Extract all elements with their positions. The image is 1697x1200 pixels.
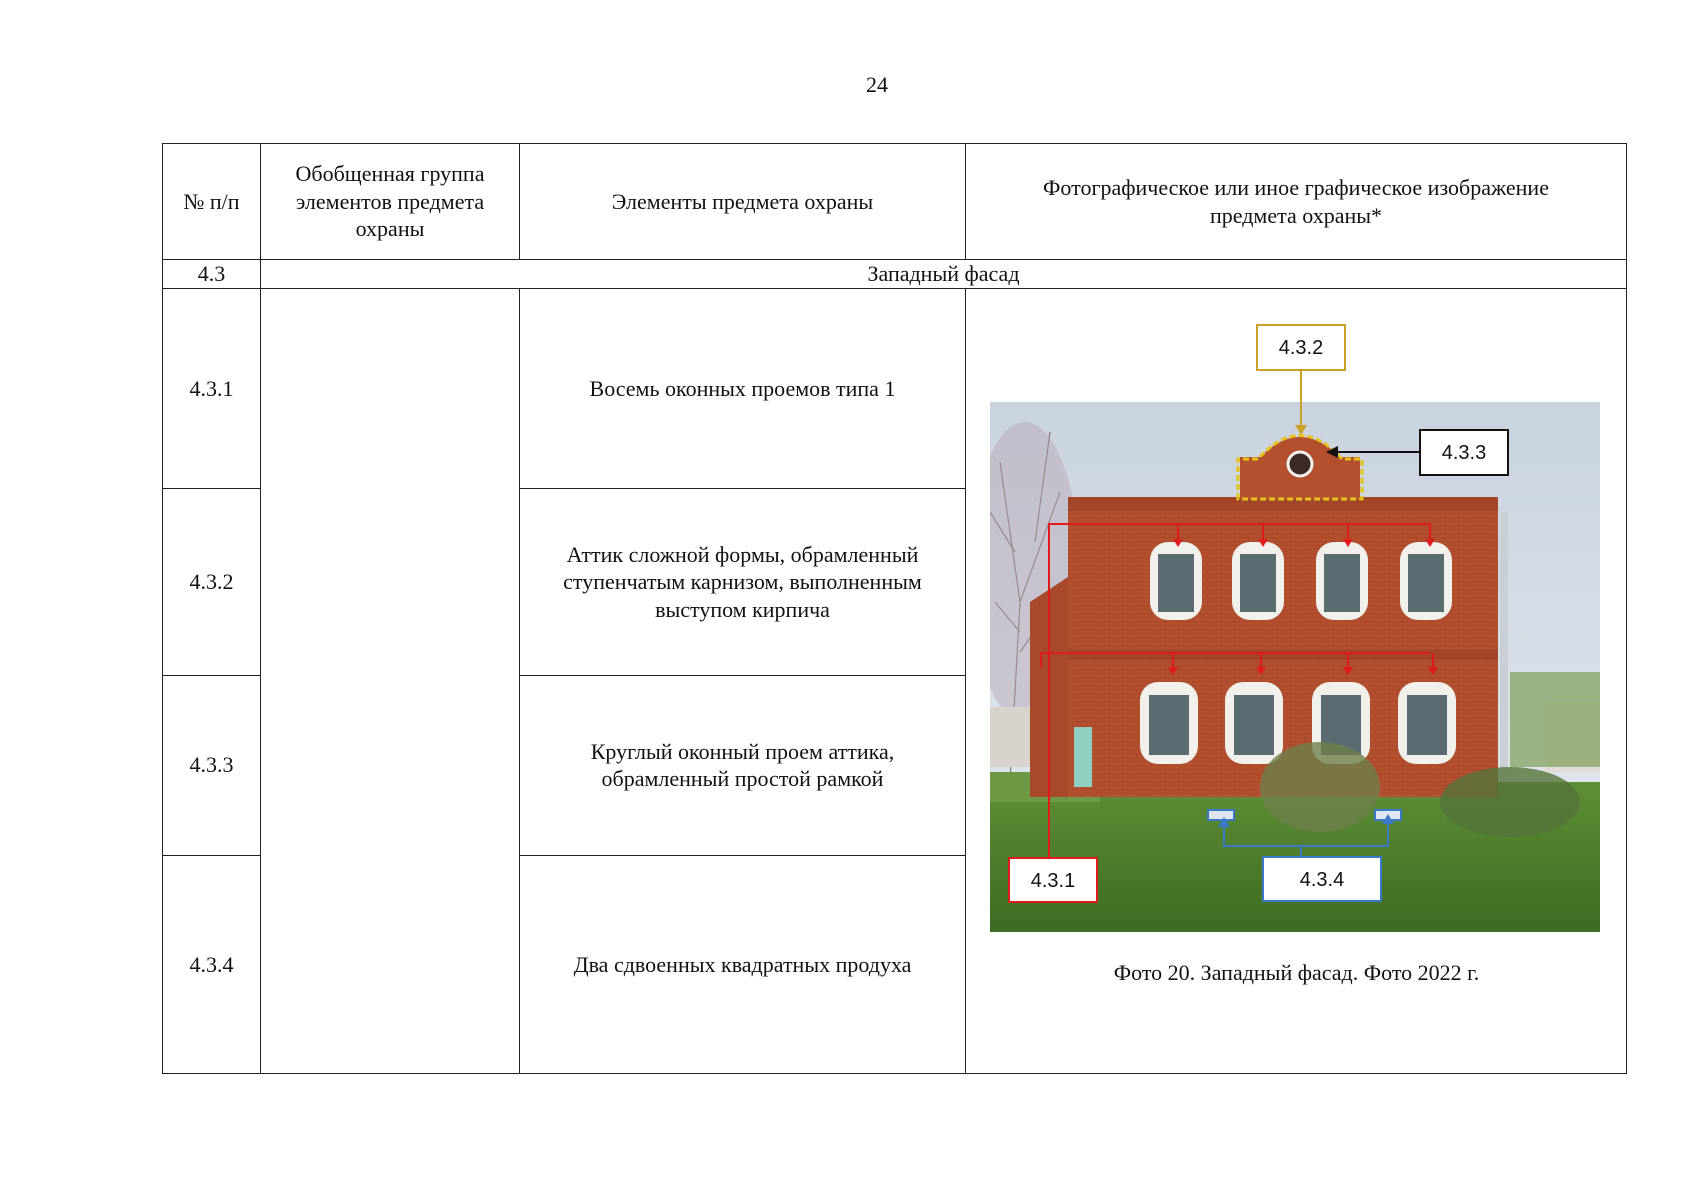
section-num: 4.3 bbox=[163, 260, 261, 289]
row-num: 4.3.2 bbox=[163, 489, 261, 675]
page-number: 24 bbox=[866, 72, 888, 97]
section-title: Западный фасад bbox=[261, 260, 1627, 289]
label-4-3-4: 4.3.4 bbox=[1262, 856, 1382, 902]
figure bbox=[966, 289, 1627, 1073]
row-text: Аттик сложной формы, обрамленный ступенчатым карнизом, выполненным выступом кирпича bbox=[520, 489, 966, 675]
figure-caption: Фото 20. Западный фасад. Фото 2022 г. bbox=[1113, 960, 1480, 986]
row-text: Круглый оконный проем аттика, обрамленный простой рамкой bbox=[520, 675, 966, 855]
header-photo: Фотографическое или иное графическое изображение предмета охраны* bbox=[966, 144, 1627, 260]
table-row bbox=[163, 289, 1627, 489]
row-text: Восемь оконных проемов типа 1 bbox=[520, 289, 966, 489]
table-header-row bbox=[163, 144, 1627, 260]
label-4-3-2: 4.3.2 bbox=[1256, 324, 1346, 371]
protection-elements-table bbox=[162, 143, 1627, 1074]
row-num: 4.3.3 bbox=[163, 675, 261, 855]
annotation-lines bbox=[966, 289, 1627, 1073]
row-num: 4.3.1 bbox=[163, 289, 261, 489]
header-elements: Элементы предмета охраны bbox=[520, 144, 966, 260]
row-num: 4.3.4 bbox=[163, 855, 261, 1073]
header-num: № п/п bbox=[163, 144, 261, 260]
group-cell bbox=[261, 289, 520, 1074]
section-row bbox=[163, 260, 1627, 289]
row-text: Два сдвоенных квадратных продуха bbox=[520, 855, 966, 1073]
header-group: Обобщенная группа элементов предмета охраны bbox=[261, 144, 520, 260]
label-4-3-1: 4.3.1 bbox=[1008, 857, 1098, 903]
photo-cell bbox=[966, 289, 1627, 1074]
label-4-3-3: 4.3.3 bbox=[1419, 429, 1509, 476]
